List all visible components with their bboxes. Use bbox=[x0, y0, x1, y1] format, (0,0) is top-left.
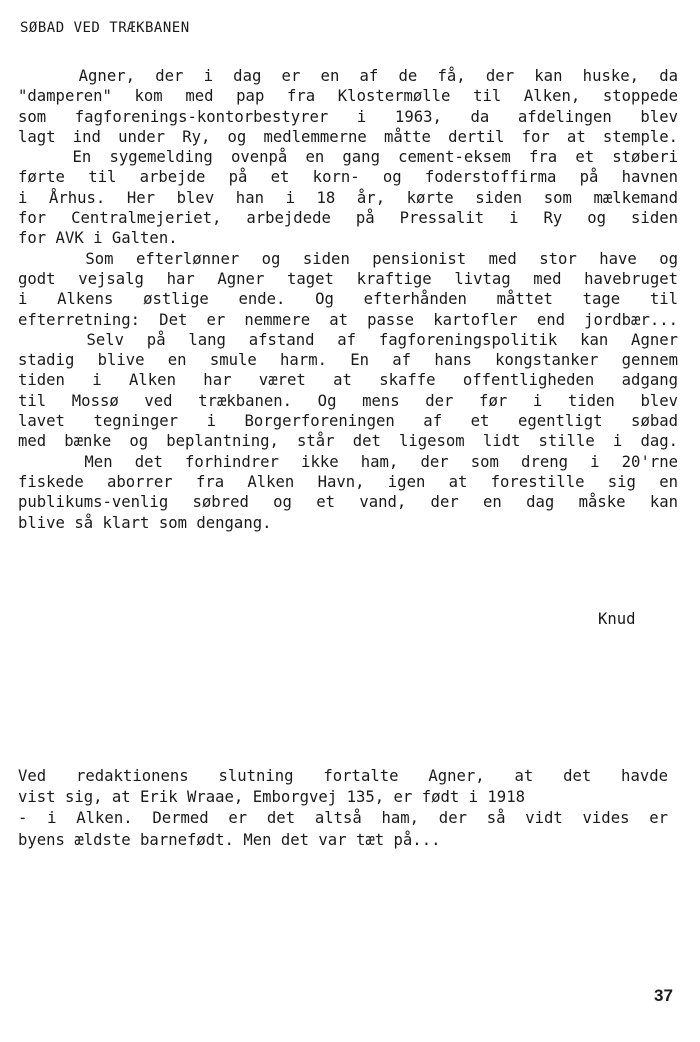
article-line: publikums-venlig søbred og et vand, der en dag måske kan bbox=[18, 493, 678, 512]
article-line: lagt ind under Ry, og medlemmerne måtte dertil for at stemple. bbox=[18, 127, 678, 146]
article-heading: SØBAD VED TRÆKBANEN bbox=[20, 20, 190, 36]
article-line: Agner, der i dag er en af de få, der kan huske, da bbox=[18, 67, 678, 85]
article-line: i Århus. Her blev han i 18 år, kørte siden som mælkemand bbox=[18, 188, 678, 207]
postscript-note bbox=[18, 766, 668, 851]
article-line: Men det forhindrer ikke ham, der som dreng i 20'rne bbox=[18, 452, 678, 471]
article-line: Som efterlønner og siden pensionist med stor have og bbox=[18, 249, 678, 268]
postscript-line: Ved redaktionens slutning fortalte Agner, at det havde bbox=[18, 767, 668, 785]
postscript-line: - i Alken. Dermed er det altså ham, der så vidt vides er bbox=[18, 809, 668, 828]
page-number: 37 bbox=[654, 986, 673, 1005]
article-line: førte til arbejde på et korn- og foderstoffirma på havnen bbox=[18, 168, 678, 187]
postscript-line: byens ældste barnefødt. Men det var tæt på... bbox=[18, 830, 441, 849]
article-line: lavet tegninger i Borgerforeningen af et egentligt søbad bbox=[18, 412, 678, 431]
article-line: stadig blive en smule harm. En af hans kongstanker gennem bbox=[18, 351, 678, 370]
article-line: til Mossø ved trækbanen. Og mens der før i tiden blev bbox=[18, 391, 678, 410]
article-line: En sygemelding ovenpå en gang cement-eksem fra et støberi bbox=[18, 148, 678, 167]
article-line: tiden i Alken har været at skaffe offentligheden adgang bbox=[18, 371, 678, 390]
article-line: "damperen" kom med pap fra Klostermølle til Alken, stoppede bbox=[18, 87, 678, 106]
article-line: efterretning: Det er nemmere at passe kartofler end jordbær... bbox=[18, 310, 678, 329]
article-line: godt vejsalg har Agner taget kraftige livtag med havebruget bbox=[18, 269, 678, 288]
article-line: med bænke og beplantning, står det ligesom lidt stille i dag. bbox=[18, 432, 678, 451]
article-line: i Alkens østlige ende. Og efterhånden måttet tage til bbox=[18, 290, 678, 309]
article-line: for Centralmejeriet, arbejdede på Pressalit i Ry og siden bbox=[18, 209, 678, 228]
article-line: for AVK i Galten. bbox=[18, 229, 178, 248]
article-line: blive så klart som dengang. bbox=[18, 513, 272, 532]
article-body bbox=[18, 66, 678, 533]
author-signature: Knud bbox=[598, 610, 636, 628]
article-line: Selv på lang afstand af fagforeningspolitik kan Agner bbox=[18, 330, 678, 349]
postscript-line: vist sig, at Erik Wraae, Emborgvej 135, er født i 1918 bbox=[18, 788, 525, 807]
article-line: fiskede aborrer fra Alken Havn, igen at forestille sig en bbox=[18, 472, 678, 491]
article-line: som fagforenings-kontorbestyrer i 1963, da afdelingen blev bbox=[18, 107, 678, 126]
